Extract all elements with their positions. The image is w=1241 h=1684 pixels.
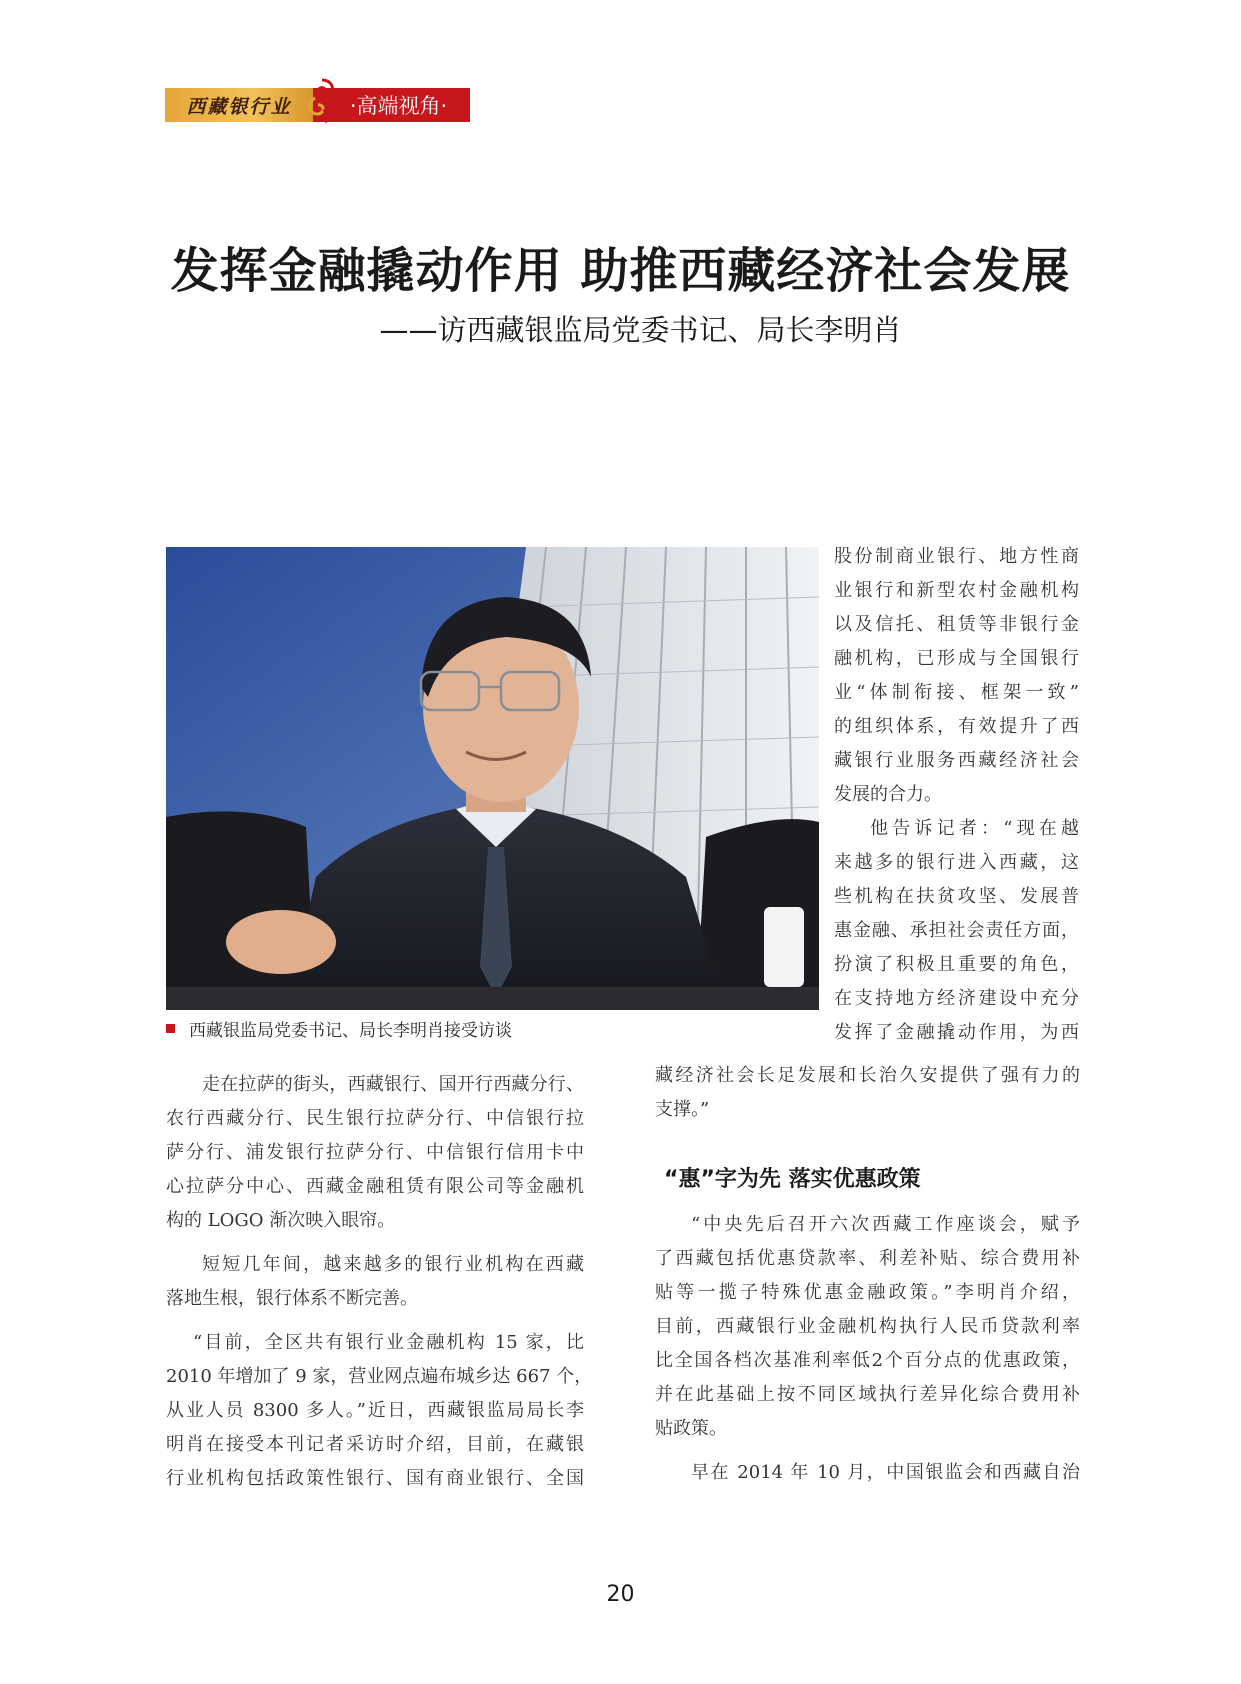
caption-marker [166,1024,175,1033]
text-line: 融机构，已形成与全国银行 [834,648,1079,669]
text-line: 业银行和新型农村金融机构 [834,580,1079,601]
interview-photo-illustration [166,547,819,1010]
text-line: 比全国各档次基准利率低2个百分点的优惠政策， [655,1350,1080,1371]
interview-photo [166,547,819,1010]
text-line: 藏银行业服务西藏经济社会 [834,750,1079,771]
text-line: 扮演了积极且重要的角色， [834,954,1079,975]
page-number: 20 [606,1582,635,1607]
text-line: 心拉萨分中心、西藏金融租赁有限公司等金融机 [166,1176,584,1197]
section-header-badge [165,88,470,122]
text-line: 了西藏包括优惠贷款率、利差补贴、综合费用补 [655,1248,1080,1269]
magazine-name: 西藏银行业 [165,88,313,122]
article-subtitle: ——访西藏银监局党委书记、局长李明肖 [379,313,902,347]
text-line: 目前，西藏银行业金融机构执行人民币贷款利率 [655,1316,1080,1337]
text-line: 支撑。” [655,1099,710,1120]
section-label: ·高端视角· [313,88,470,122]
text-line: 早在 2014 年 10 月，中国银监会和西藏自治 [691,1462,1080,1483]
text-line: 构的 LOGO 渐次映入眼帘。 [166,1210,396,1231]
text-line: 萨分行、浦发银行拉萨分行、中信银行信用卡中 [166,1142,584,1163]
text-line: 的组织体系，有效提升了西 [834,716,1079,737]
text-line: 贴政策。 [655,1418,727,1439]
text-line: 落地生根，银行体系不断完善。 [166,1288,418,1309]
right-column-bottom [655,1208,1080,1490]
text-line: “中央先后召开六次西藏工作座谈会，赋予 [691,1214,1080,1235]
text-line: 明肖在接受本刊记者采访时介绍，目前，在藏银 [166,1434,584,1455]
text-line: 股份制商业银行、地方性商 [834,546,1079,567]
text-line: 业“体制衔接、框架一致” [834,682,1079,703]
photo-caption [166,1016,512,1041]
text-line: 贴等一揽子特殊优惠金融政策。”李明肖介绍， [655,1282,1080,1303]
article-title: 发挥金融撬动作用 助推西藏经济社会发展 [170,243,1071,299]
text-line: 短短几年间，越来越多的银行业机构在西藏 [202,1254,584,1275]
text-line: 走在拉萨的街头，西藏银行、国开行西藏分行、 [202,1074,584,1095]
text-line: 惠金融、承担社会责任方面， [834,920,1079,941]
right-column-top [834,540,1079,1050]
text-line: 发挥了金融撬动作用，为西 [834,1022,1079,1043]
text-line: 2010 年增加了 9 家，营业网点遍布城乡达 667 个， [166,1366,593,1387]
text-line: 藏经济社会长足发展和长治久安提供了强有力的 [655,1065,1080,1086]
text-line: 来越多的银行进入西藏，这 [834,852,1079,873]
text-line: 从业人员 8300 多人。”近日，西藏银监局局长李 [166,1400,584,1421]
text-line: 发展的合力。 [834,784,942,805]
right-column-continuation [655,1059,1080,1127]
text-line: 以及信托、租赁等非银行金 [834,614,1079,635]
text-line: 并在此基础上按不同区域执行差异化综合费用补 [655,1384,1080,1405]
text-line: 在支持地方经济建设中充分 [834,988,1079,1009]
section-heading: “惠”字为先 落实优惠政策 [664,1167,921,1192]
text-line: 些机构在扶贫攻坚、发展普 [834,886,1079,907]
auspicious-cloud-icon [305,76,339,126]
photo-caption-text: 西藏银监局党委书记、局长李明肖接受访谈 [189,1021,512,1041]
text-line: “目前，全区共有银行业金融机构 15 家，比 [193,1332,584,1353]
left-column [166,1068,593,1496]
text-line: 他告诉记者：“现在越 [870,818,1079,839]
text-line: 农行西藏分行、民生银行拉萨分行、中信银行拉 [166,1108,584,1129]
text-line: 行业机构包括政策性银行、国有商业银行、全国 [166,1468,584,1489]
